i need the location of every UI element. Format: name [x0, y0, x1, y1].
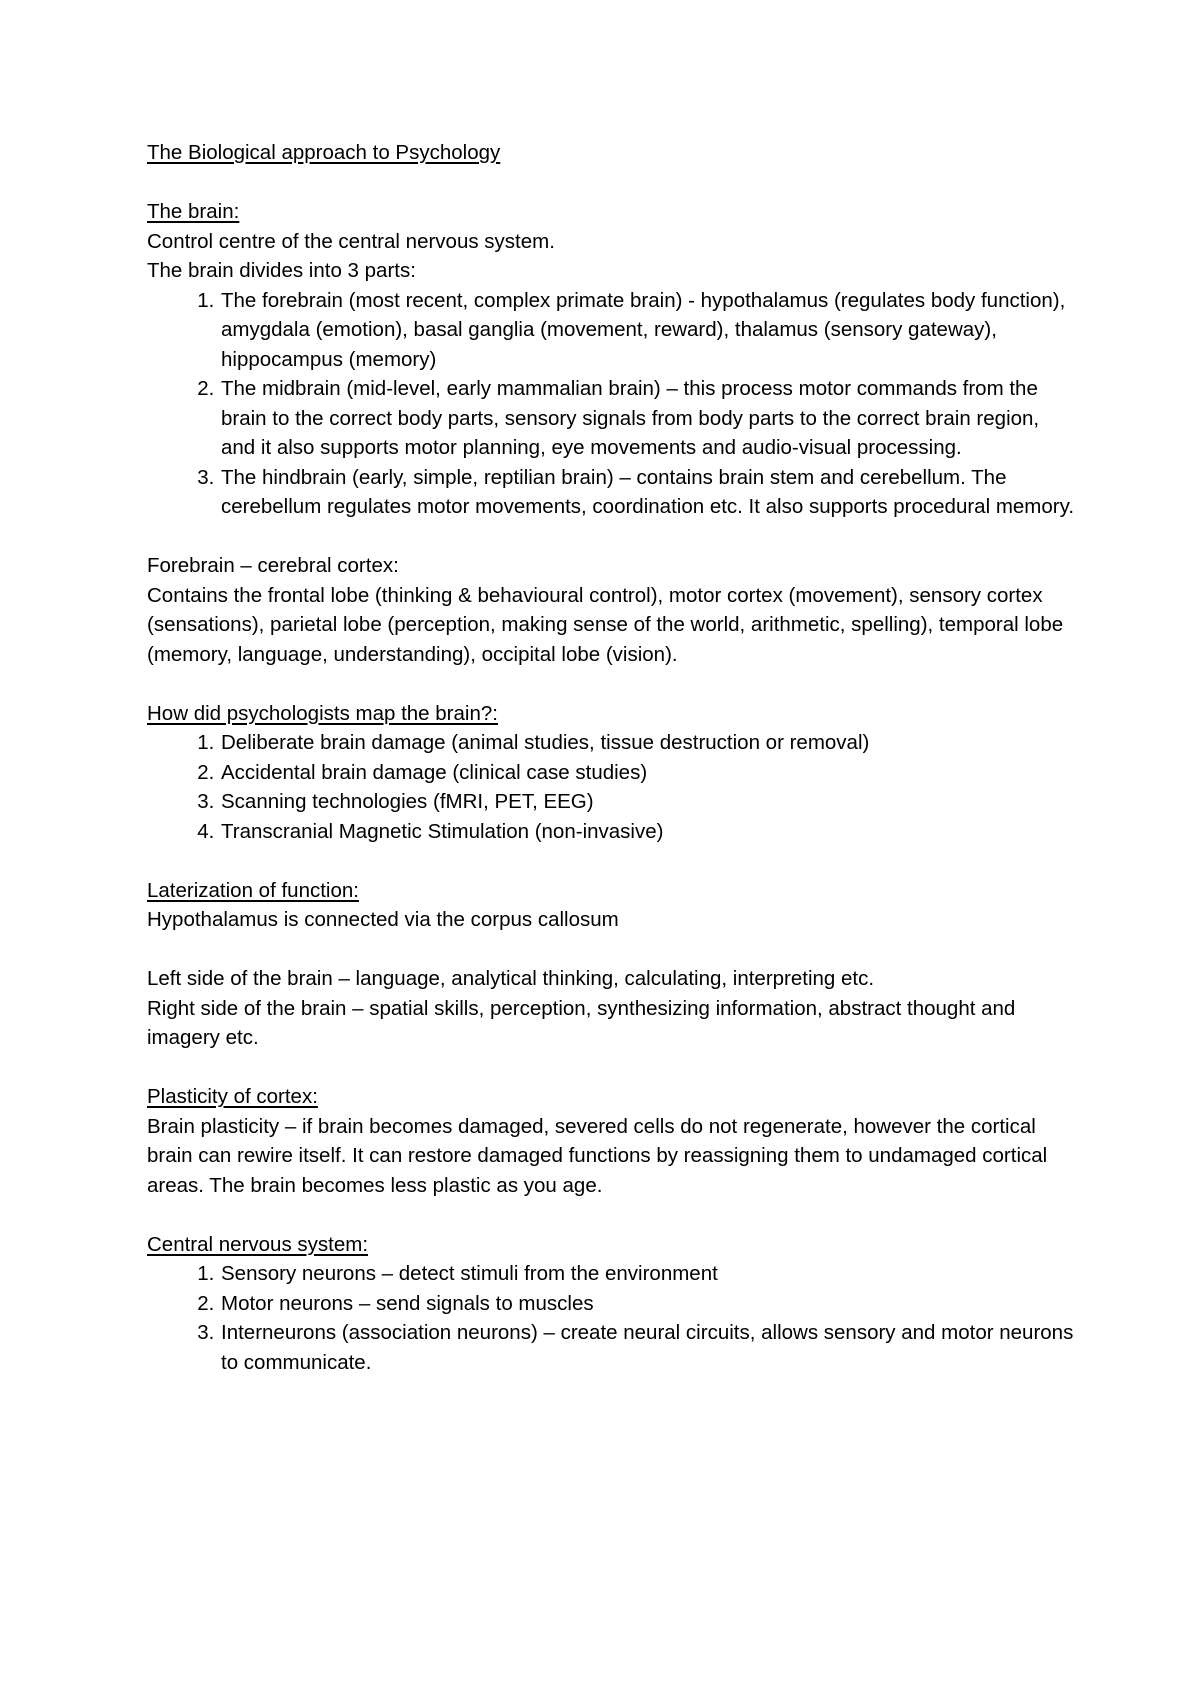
section-heading-plasticity: Plasticity of cortex:	[147, 1085, 318, 1108]
neuron-types-list	[147, 1259, 1077, 1377]
spacer	[147, 935, 1077, 965]
list-item: 2. The midbrain (mid-level, early mammalian brain) – this process motor commands from the brain to the correct body parts, sensory signals from body parts to the correct brain region, and it also supports motor planning, eye movements and audio-visual processing.	[220, 374, 1077, 463]
brain-divisions-intro: The brain divides into 3 parts:	[147, 259, 416, 282]
section-heading-cns: Central nervous system:	[147, 1232, 369, 1256]
left-brain-text: Left side of the brain – language, analytical thinking, calculating, interpreting etc.	[147, 967, 875, 990]
list-item: 3. Scanning technologies (fMRI, PET, EEG)	[220, 787, 1077, 817]
list-item: 3. The hindbrain (early, simple, reptilian brain) – contains brain stem and cerebellum. The cerebellum regulates motor movements, coordination etc. It also supports procedural memory.	[220, 463, 1077, 522]
section-heading-mapping: How did psychologists map the brain?:	[147, 701, 498, 725]
document-title: The Biological approach to Psychology	[147, 141, 501, 164]
spacer	[147, 1200, 1077, 1230]
list-item: 2. Motor neurons – send signals to muscles	[220, 1289, 1077, 1319]
plasticity-text: Brain plasticity – if brain becomes damaged, severed cells do not regenerate, however the cortical brain can rewire itself. It can restore damaged functions by reassigning them to undamaged cortical areas. The brain becomes less plastic as you age.	[147, 1114, 1048, 1197]
list-item: 1. Deliberate brain damage (animal studies, tissue destruction or removal)	[220, 728, 1077, 758]
section-heading-lateralization: Laterization of function:	[147, 878, 359, 902]
spacer	[147, 846, 1077, 876]
spacer	[147, 168, 1077, 198]
right-brain-text: Right side of the brain – spatial skills, perception, synthesizing information, abstract thought and imagery etc.	[147, 996, 1016, 1049]
spacer	[147, 522, 1077, 552]
list-item: 1. The forebrain (most recent, complex primate brain) - hypothalamus (regulates body function), amygdala (emotion), basal ganglia (movement, reward), thalamus (sensory gateway), hippocampus (memory)	[220, 286, 1077, 375]
list-item: 4. Transcranial Magnetic Stimulation (non-invasive)	[220, 817, 1077, 847]
brain-parts-list	[147, 286, 1077, 522]
spacer	[147, 1053, 1077, 1083]
forebrain-text: Contains the frontal lobe (thinking & behavioural control), motor cortex (movement), sensory cortex (sensations), parietal lobe (perception, making sense of the world, arithmetic, spelling), temporal lobe (memory, language, understanding), occipital lobe (vision).	[147, 583, 1064, 666]
brain-definition: Control centre of the central nervous system.	[147, 229, 555, 253]
list-item: 3. Interneurons (association neurons) – create neural circuits, allows sensory and motor neurons to communicate.	[220, 1318, 1077, 1377]
mapping-methods-list	[147, 728, 1077, 846]
list-item: 2. Accidental brain damage (clinical case studies)	[220, 758, 1077, 788]
spacer	[147, 669, 1077, 699]
list-item: 1. Sensory neurons – detect stimuli from the environment	[220, 1259, 1077, 1289]
section-heading-forebrain: Forebrain – cerebral cortex:	[147, 554, 399, 577]
lateralization-text: Hypothalamus is connected via the corpus callosum	[147, 908, 619, 931]
section-heading-brain: The brain:	[147, 200, 240, 223]
document-page	[147, 138, 1077, 1377]
